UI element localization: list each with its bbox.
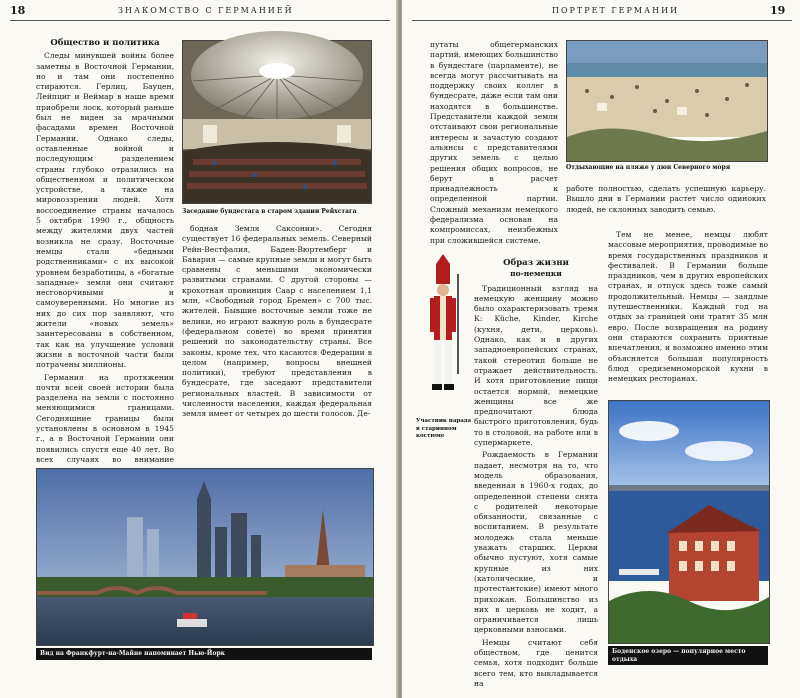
caption-frankfurt: Вид на Франкфурт-на-Майне напоминает Нью-Йорк — [36, 648, 372, 660]
paragraph-holidays: Тем не менее, немцы любят массовые мероприятия, проводимые во время государственных праздников и фестивалей. В Германии больше праздников, чем в других европейских странах, и отпуск здесь тоже самый продолжительный. Немцы — заядлые путешественники. Каждый год на отдых за границей они тратят 35 млн евро. После возвращения на родину они стараются сохранить приятные впечатления, и возможно именно этим объясняется большая популярность блюд средиземноморской кухни в немецких ресторанах. — [608, 230, 769, 384]
paragraph-women: Традиционный взгляд на немецкую женщину можно было охарактеризовать тремя К: Küche, Kinder, Kirche (кухня, дети, церковь). Однако, как и в других западноевропейских странах, такой стереотип больше не отражает действительность. И хотя приготовление пищи остается нормой, немецкие женщины все же предпочитают блюда быстрого приготовления, будь то в столовой, на работе или в супермаркете. — [474, 283, 598, 448]
lake-photo — [608, 400, 770, 644]
right-far-column — [608, 230, 768, 390]
section-subtitle-life: по-немецки — [510, 269, 562, 279]
caption-reichstag: Заседание бундестага в старом здании Рейхстага — [182, 208, 357, 215]
left-column — [36, 38, 174, 464]
paragraph-birthrate: Рождаемость в Германии падает, несмотря на то, что модель образования, введенная в 1960-х годах, до определенной степени снята с родителей некоторые обязанности, связанные с воспитанием. В результате молодежь стала меньше уважать старших. Церкви обычно пустуют, хотя самые крупные из них (католические, и протестантские) имеют много прихожан. Большинство из них в церковь не ходит, а ограничивается лишь церковными взносами. — [474, 450, 598, 635]
running-head-right: ПОРТРЕТ ГЕРМАНИИ — [552, 6, 680, 15]
paragraph-family: Немцы считают себя обществом, где ценится семья, хотя подходит больше всего тем, кто выкладывается на — [474, 637, 598, 688]
frankfurt-photo — [36, 468, 374, 646]
header-rule-right — [412, 20, 792, 21]
paragraph-society: Следы минувшей войны более заметны в Восточной Германии, но и там они постепенно стираются. Герлиц, Бауцен, Лейпциг и Веймар в наше время приобрели лоск, который раньше был не виден за мрачными фасадами времен Восточной Германии. Однако следы, оставленные войной и последующим разделением страны глубоко отразились на общественном и политическом устройстве, а также на мировоззрении людей. Хотя воссоединение страны началось 5 октября 1990 г., общность между жителями двух частей возникла не сразу. Восточные немцы стали «бедными родственниками» с их высокой уровнем безработицы, а «богатые западные» земли они считают несговорчивыми и самоуверенными. Но многие из них до сих пор заявляют, что жители «новых земель» заинтересованы в собственном, так как на улучшение условий жизни в восточной части были потрачены миллионы. — [36, 51, 174, 370]
life-column — [430, 258, 598, 694]
left-page — [0, 0, 398, 698]
paragraph-career: работе полностью, сделать успешную карьеру. Вышло дни в Германии растет число одиноких людей, не склонных заводить семью. — [566, 184, 766, 214]
right-page — [402, 0, 800, 698]
section-title-society: Общество и политика — [50, 38, 160, 48]
middle-column — [182, 224, 372, 460]
paragraph-federal-lands: бодная Земля Саксонии». Сегодня существует 16 федеральных земель. Северный Рейн-Вестфалия, Баден-Вюртемберг и Бавария — самые крупные земли и могут быть сравнены с меньшими экономически развитыми странами. С другой стороны — крохотная провинция Саар с населением 1,1 млн, «Свободный город Бремен» с 700 тыс. жителей. Бывшие восточные земли тоже не велики, но играют важную роль в бундесрате (федеральном совете) во время принятия решений по законодательству страны. Все законы, кроме тех, что касаются Федерации в целом (например, вопросы внешней политики), требуют представления в бундесрате, где заседают представители региональных властей. В зависимости от численности населения, каждая федеральная земля имеет от четырех до шести голосов. Де- — [182, 224, 372, 419]
reichstag-photo — [182, 40, 372, 204]
paragraph-lands: Германия на протяжении почти всей своей истории была разделена на земли с постоянно меняющимися границами. Сегодняшние границы были установлены в основном в 1945 г., а в Восточной Германии они появились спустя еще 40 лет. Во всех случаях во внимание — [36, 372, 174, 464]
caption-lake: Боденское озеро — популярное место отдыха — [608, 646, 768, 665]
right-top-column — [430, 40, 558, 256]
beach-photo — [566, 40, 768, 162]
caption-beach: Отдыхающие на пляже у дюн Северного моря — [566, 164, 731, 171]
page-number-right: 19 — [770, 4, 786, 17]
page-number-left: 18 — [10, 4, 26, 17]
right-far-top — [566, 184, 766, 228]
header-rule-left — [10, 20, 390, 21]
running-head-left: ЗНАКОМСТВО С ГЕРМАНИЕЙ — [118, 6, 294, 15]
section-title-life: Образ жизни — [503, 258, 569, 268]
caption-guard: Участник парада в старинном костюме — [416, 418, 472, 439]
paragraph-bundesrat: путаты общегерманских партий, имеющих большинство в бундестаге (парламенте), не всегда могут рассчитывать на поддержку своих коллег в бундесрате, даже если там они находятся в большинстве. Представители каждой земли отстаивают свои региональные интересы и зачастую создают альянсы с представителями других земель с целью решения общих вопросов, не берут в расчет принадлежность к определенной партии. Сложный механизм немецкого федерализма основан на компромиссах, неизбежных при сложившейся системе. — [430, 40, 558, 245]
